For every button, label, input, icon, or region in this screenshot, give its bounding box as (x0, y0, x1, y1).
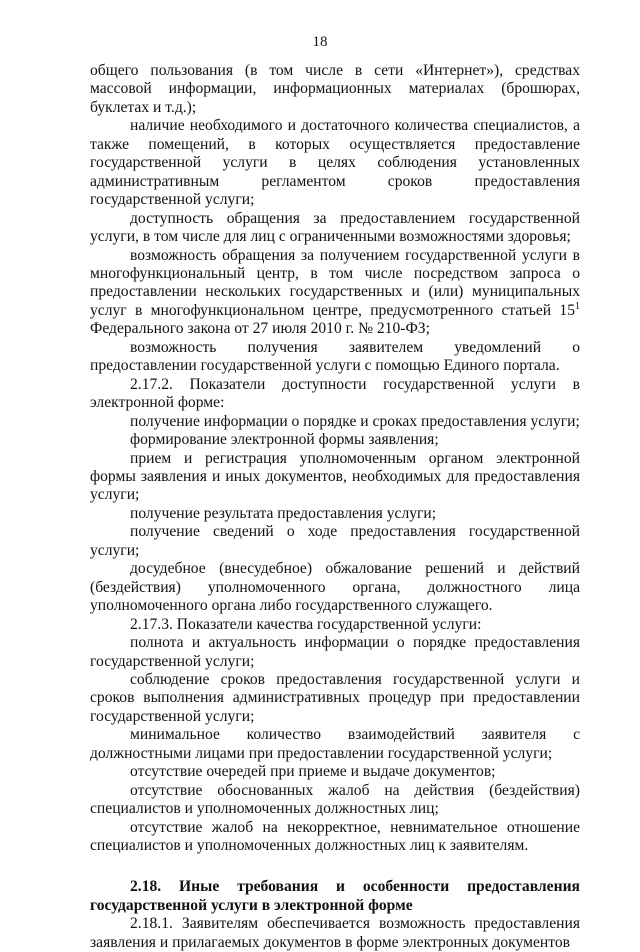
paragraph: отсутствие обоснованных жалоб на действия (бездействия) специалистов и уполномоченных должностных лиц; (90, 781, 580, 818)
section-heading-2-18: 2.18. Иные требования и особенности предоставления государственной услуги в электронной форме (90, 878, 580, 914)
paragraph (90, 247, 580, 339)
paragraph: полнота и актуальность информации о порядке предоставления государственной услуги; (90, 634, 580, 670)
paragraph: отсутствие очередей при приеме и выдаче документов; (130, 763, 496, 781)
section-paragraph-2-17-3: 2.17.3. Показатели качества государственной услуги: (130, 615, 482, 633)
paragraph: минимальное количество взаимодействий заявителя с должностными лицами при предоставлении государственной услуги; (90, 726, 580, 762)
document-body (90, 62, 580, 952)
paragraph: получение информации о порядке и сроках предоставления услуги; (130, 412, 580, 430)
paragraph: получение результата предоставления услуги; (130, 504, 437, 522)
paragraph: отсутствие жалоб на некорректное, невнимательное отношение специалистов и уполномоченных должностных лиц к заявителям. (90, 818, 580, 855)
paragraph: возможность получения заявителем уведомлений о предоставлении государственной услуги с помощью Единого портала. (90, 338, 580, 375)
paragraph: соблюдение сроков предоставления государственной услуги и сроков выполнения административных процедур при предоставлении государственной услуги; (90, 670, 580, 725)
paragraph: получение сведений о ходе предоставления государственной услуги; (90, 523, 580, 559)
paragraph: формирование электронной формы заявления; (130, 431, 439, 449)
paragraph: доступность обращения за предоставлением государственной услуги, в том числе для лиц с ограниченными возможностями здоровья; (90, 209, 580, 246)
page-number: 18 (312, 34, 328, 50)
paragraph: прием и регистрация уполномоченным органом электронной формы заявления и иных документов, необходимых для предоставления услуги; (90, 449, 580, 504)
paragraph-text: Федерального закона от 27 июля 2010 г. № 210-ФЗ; (90, 320, 430, 338)
paragraph-text: возможность обращения за получением государственной услуги в многофункциональный центр, в том числе посредством запроса о предоставлении нескольких государственных и (или) муниципальных услуг в многофункциональном центре, предусмотренного статьей 15 (90, 246, 580, 319)
section-paragraph-2-17-2: 2.17.2. Показатели доступности государственной услуги в электронной форме: (90, 375, 580, 412)
paragraph: наличие необходимого и достаточного количества специалистов, а также помещений, в которых осуществляется предоставление государственной услуги в целях соблюдения установленных административным регламентом сроков предоставления государственной услуги; (90, 117, 580, 209)
paragraph: досудебное (внесудебное) обжалование решений и действий (бездействия) уполномоченного органа, должностного лица уполномоченного органа либо государственного служащего. (90, 560, 580, 615)
superscript: 1 (575, 300, 580, 312)
paragraph: общего пользования (в том числе в сети «Интернет»), средствах массовой информации, информационных материалах (брошюрах, буклетах и т.д.); (90, 62, 580, 116)
section-paragraph-2-18-1: 2.18.1. Заявителям обеспечивается возможность предоставления заявления и прилагаемых документов в форме электронных документов (90, 915, 580, 951)
